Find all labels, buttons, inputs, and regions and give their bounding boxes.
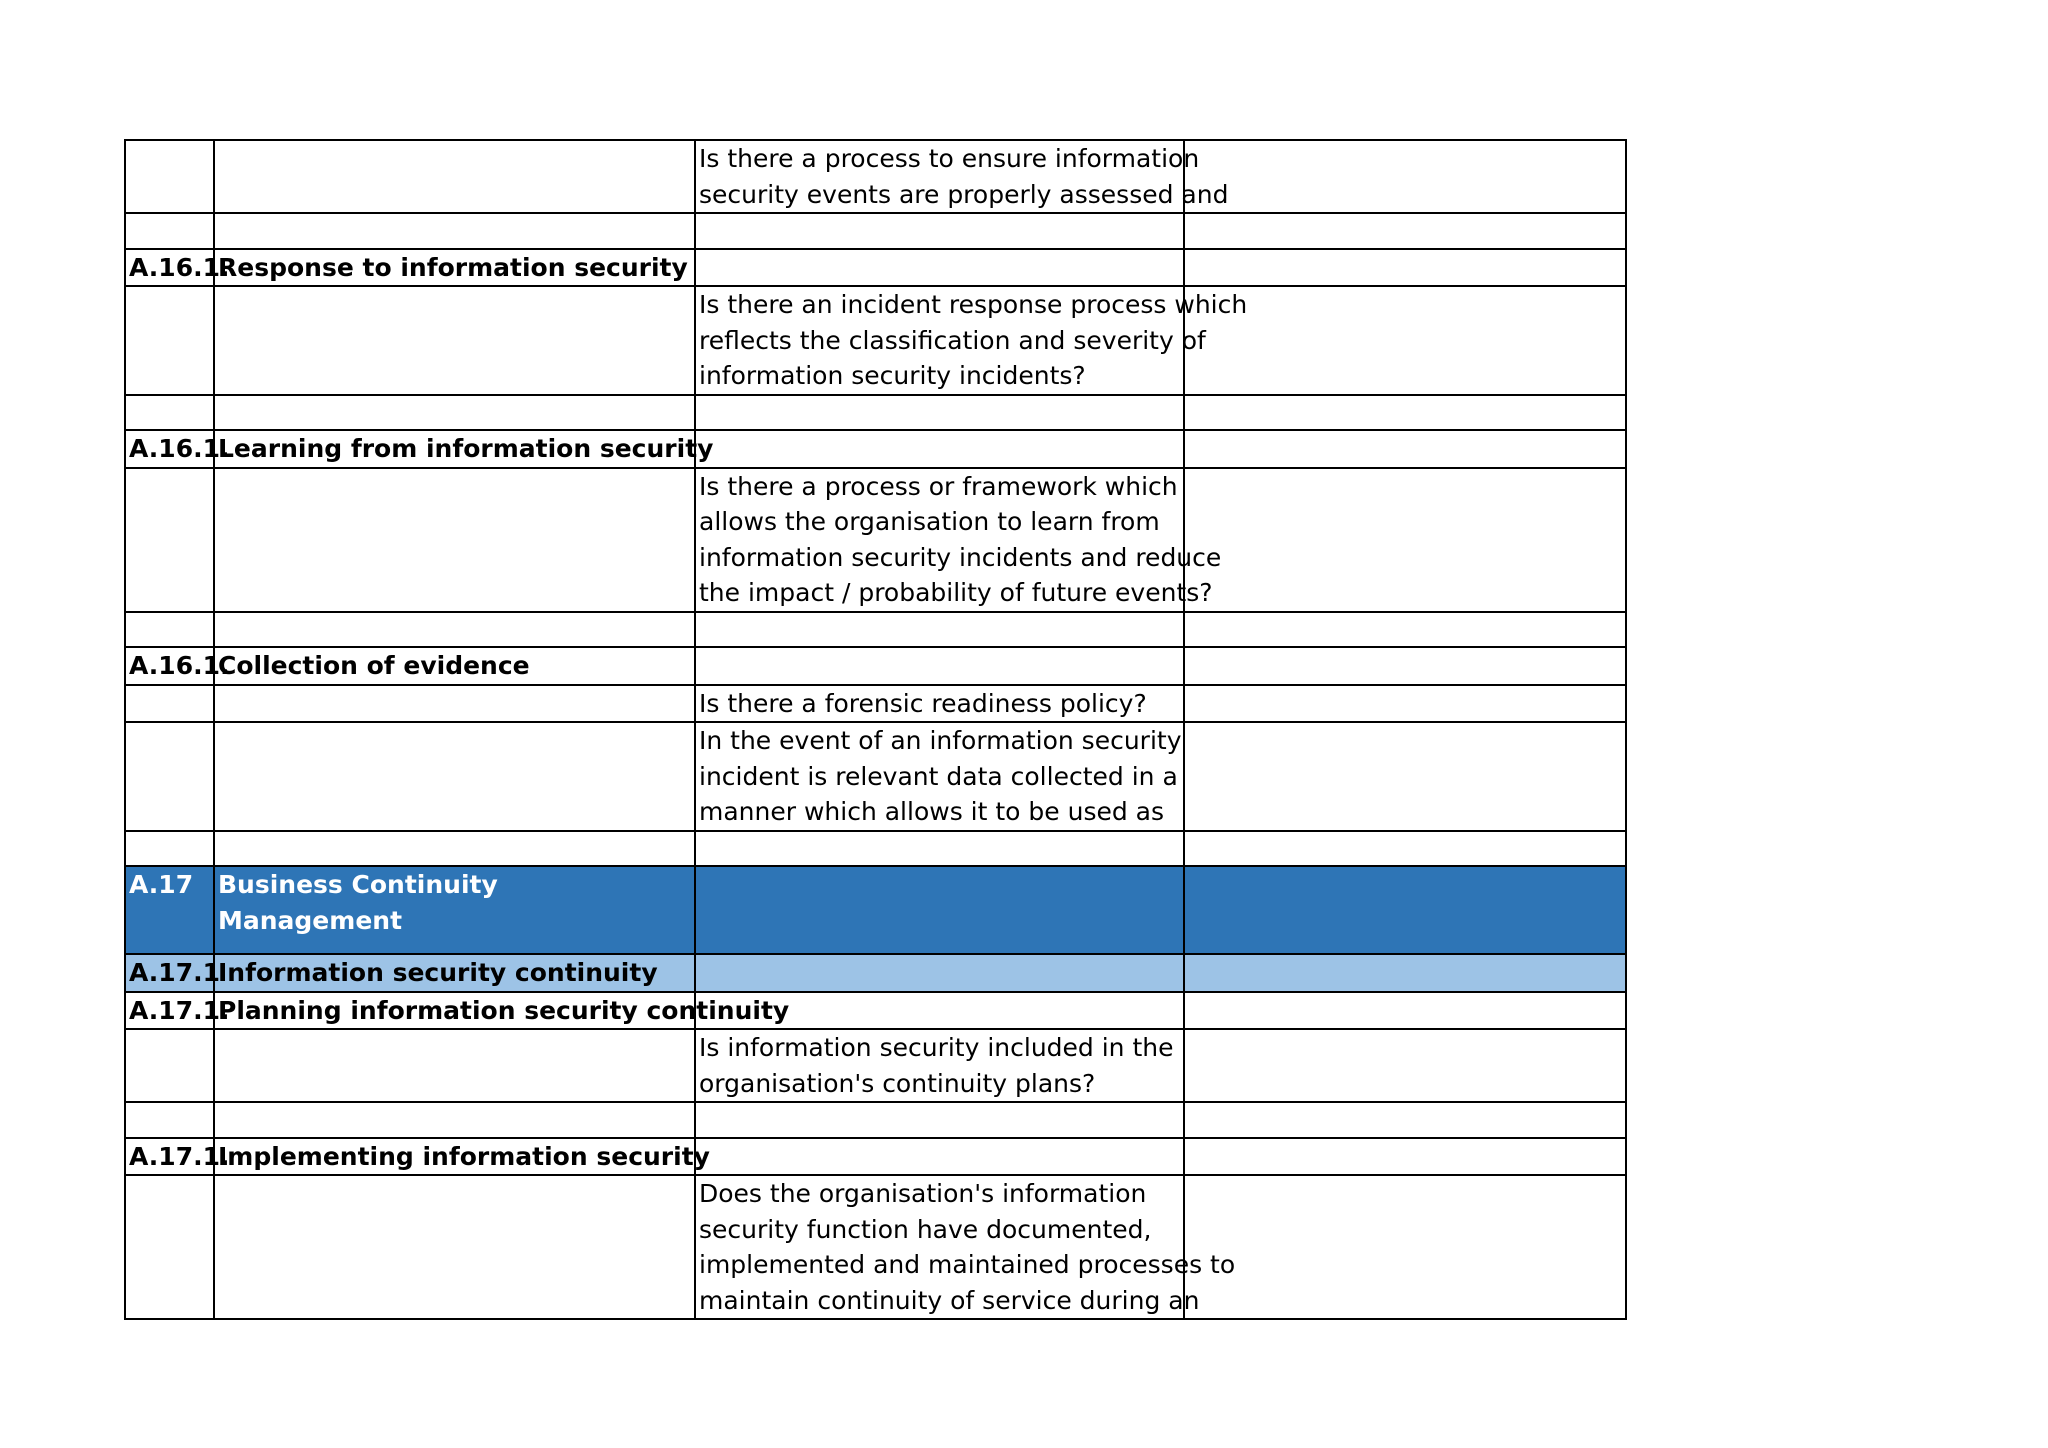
response-cell[interactable]: [1184, 831, 1626, 867]
question-row: [125, 1029, 1626, 1102]
ref-cell[interactable]: [125, 140, 214, 213]
audit-checklist-table: [124, 139, 1627, 1320]
question-cell[interactable]: [695, 612, 1184, 648]
response-cell[interactable]: [1184, 286, 1626, 395]
response-cell[interactable]: [1184, 954, 1626, 992]
question-line: organisation's continuity plans?: [699, 1068, 1096, 1098]
question-line: Is there a forensic readiness policy?: [699, 688, 1147, 718]
question-line: Is there a process or framework which: [699, 471, 1178, 501]
section-header-row: [125, 866, 1626, 954]
question-cell[interactable]: [695, 1175, 1236, 1319]
control-row: [125, 1138, 1626, 1176]
question-line: Is information security included in the: [699, 1033, 1174, 1062]
control-cell[interactable]: [214, 286, 695, 395]
ref-cell[interactable]: A.16.1.: [125, 647, 214, 685]
response-cell[interactable]: [1184, 992, 1626, 1030]
question-cell[interactable]: [695, 647, 1184, 685]
response-cell[interactable]: [1184, 722, 1626, 831]
control-row: [125, 992, 1626, 1030]
response-cell[interactable]: [1184, 249, 1626, 287]
response-cell[interactable]: [1184, 140, 1626, 213]
question-line: Is there a process to ensure information: [699, 144, 1200, 173]
response-cell[interactable]: [1184, 1175, 1626, 1319]
ref-cell[interactable]: [125, 468, 214, 612]
response-cell[interactable]: [1184, 612, 1626, 648]
control-row: [125, 249, 1626, 287]
question-row: [125, 286, 1626, 395]
ref-cell[interactable]: A.16.1.: [125, 430, 214, 468]
question-cell[interactable]: [695, 213, 1184, 249]
question-line: security events are properly assessed and: [699, 179, 1229, 209]
section-title-line: Management: [218, 905, 403, 935]
control-cell[interactable]: Information security continuity: [214, 954, 695, 992]
question-cell[interactable]: [695, 722, 1184, 831]
control-cell[interactable]: [214, 831, 695, 867]
ref-cell[interactable]: A.17.1.: [125, 1138, 214, 1176]
ref-cell[interactable]: [125, 685, 214, 723]
question-row: [125, 468, 1626, 612]
ref-cell[interactable]: A.16.1.: [125, 249, 214, 287]
question-line: security function have documented,: [699, 1214, 1152, 1244]
ref-cell[interactable]: [125, 395, 214, 431]
question-cell[interactable]: [695, 468, 1222, 612]
response-cell[interactable]: [1184, 1138, 1626, 1176]
section-ref-cell[interactable]: A.17: [125, 866, 214, 954]
question-cell[interactable]: [695, 954, 1184, 992]
control-cell[interactable]: [214, 685, 695, 723]
control-cell[interactable]: Response to information security: [214, 249, 695, 287]
control-cell[interactable]: [214, 612, 695, 648]
ref-cell[interactable]: A.17.1: [125, 954, 214, 992]
ref-cell[interactable]: [125, 722, 214, 831]
control-cell[interactable]: Learning from information security: [214, 430, 695, 468]
blank-row: [125, 213, 1626, 249]
question-line: incident is relevant data collected in a: [699, 761, 1178, 791]
question-cell[interactable]: [695, 249, 1184, 287]
control-cell[interactable]: [214, 1175, 695, 1319]
response-cell[interactable]: [1184, 647, 1626, 685]
control-cell[interactable]: [214, 722, 695, 831]
question-cell[interactable]: [695, 1029, 1184, 1102]
response-cell[interactable]: [1184, 1102, 1626, 1138]
control-cell[interactable]: Planning information security continuity: [214, 992, 695, 1030]
response-cell[interactable]: [1184, 395, 1626, 431]
response-cell[interactable]: [1184, 468, 1626, 612]
question-cell[interactable]: [695, 831, 1184, 867]
question-line: reflects the classification and severity of: [699, 325, 1206, 355]
blank-row: [125, 395, 1626, 431]
response-cell[interactable]: [1184, 685, 1626, 723]
question-line: the impact / probability of future events?: [699, 578, 1213, 607]
question-cell[interactable]: [695, 866, 1184, 954]
ref-cell[interactable]: [125, 1102, 214, 1138]
question-line: Is there an incident response process which: [699, 290, 1248, 319]
control-cell[interactable]: [214, 213, 695, 249]
response-cell[interactable]: [1184, 866, 1626, 954]
control-cell[interactable]: [214, 1102, 695, 1138]
ref-cell[interactable]: [125, 1175, 214, 1319]
question-line: information security incidents and reduce: [699, 542, 1222, 572]
section-title-line: Business Continuity: [218, 870, 498, 899]
question-line: information security incidents?: [699, 361, 1086, 390]
question-row: [125, 140, 1626, 213]
question-line: implemented and maintained processes to: [699, 1250, 1236, 1279]
ref-cell[interactable]: [125, 1029, 214, 1102]
control-cell[interactable]: [214, 140, 695, 213]
question-row: [125, 685, 1626, 723]
question-row: [125, 1175, 1626, 1319]
control-cell[interactable]: [214, 468, 695, 612]
response-cell[interactable]: [1184, 213, 1626, 249]
subsection-header-row: [125, 954, 1626, 992]
question-line: allows the organisation to learn from: [699, 507, 1160, 536]
question-cell[interactable]: [695, 1102, 1184, 1138]
ref-cell[interactable]: A.17.1.: [125, 992, 214, 1030]
question-cell[interactable]: [695, 685, 1184, 723]
control-row: [125, 430, 1626, 468]
question-line: manner which allows it to be used as: [699, 797, 1165, 826]
ref-cell[interactable]: [125, 831, 214, 867]
question-row: [125, 722, 1626, 831]
question-line: maintain continuity of service during an: [699, 1285, 1200, 1315]
ref-cell[interactable]: [125, 213, 214, 249]
control-cell[interactable]: [214, 395, 695, 431]
blank-row: [125, 831, 1626, 867]
control-cell[interactable]: Collection of evidence: [214, 647, 695, 685]
question-cell[interactable]: [695, 140, 1229, 213]
section-title-cell[interactable]: [214, 866, 695, 954]
blank-row: [125, 612, 1626, 648]
ref-cell[interactable]: [125, 612, 214, 648]
question-cell[interactable]: [695, 430, 1184, 468]
control-cell[interactable]: [214, 1029, 695, 1102]
blank-row: [125, 1102, 1626, 1138]
question-cell[interactable]: [695, 286, 1248, 395]
control-row: [125, 647, 1626, 685]
question-cell[interactable]: [695, 395, 1184, 431]
response-cell[interactable]: [1184, 430, 1626, 468]
question-line: Does the organisation's information: [699, 1179, 1147, 1208]
question-cell[interactable]: [695, 1138, 1184, 1176]
question-line: In the event of an information security: [699, 726, 1182, 755]
response-cell[interactable]: [1184, 1029, 1626, 1102]
ref-cell[interactable]: [125, 286, 214, 395]
control-cell[interactable]: Implementing information security: [214, 1138, 695, 1176]
